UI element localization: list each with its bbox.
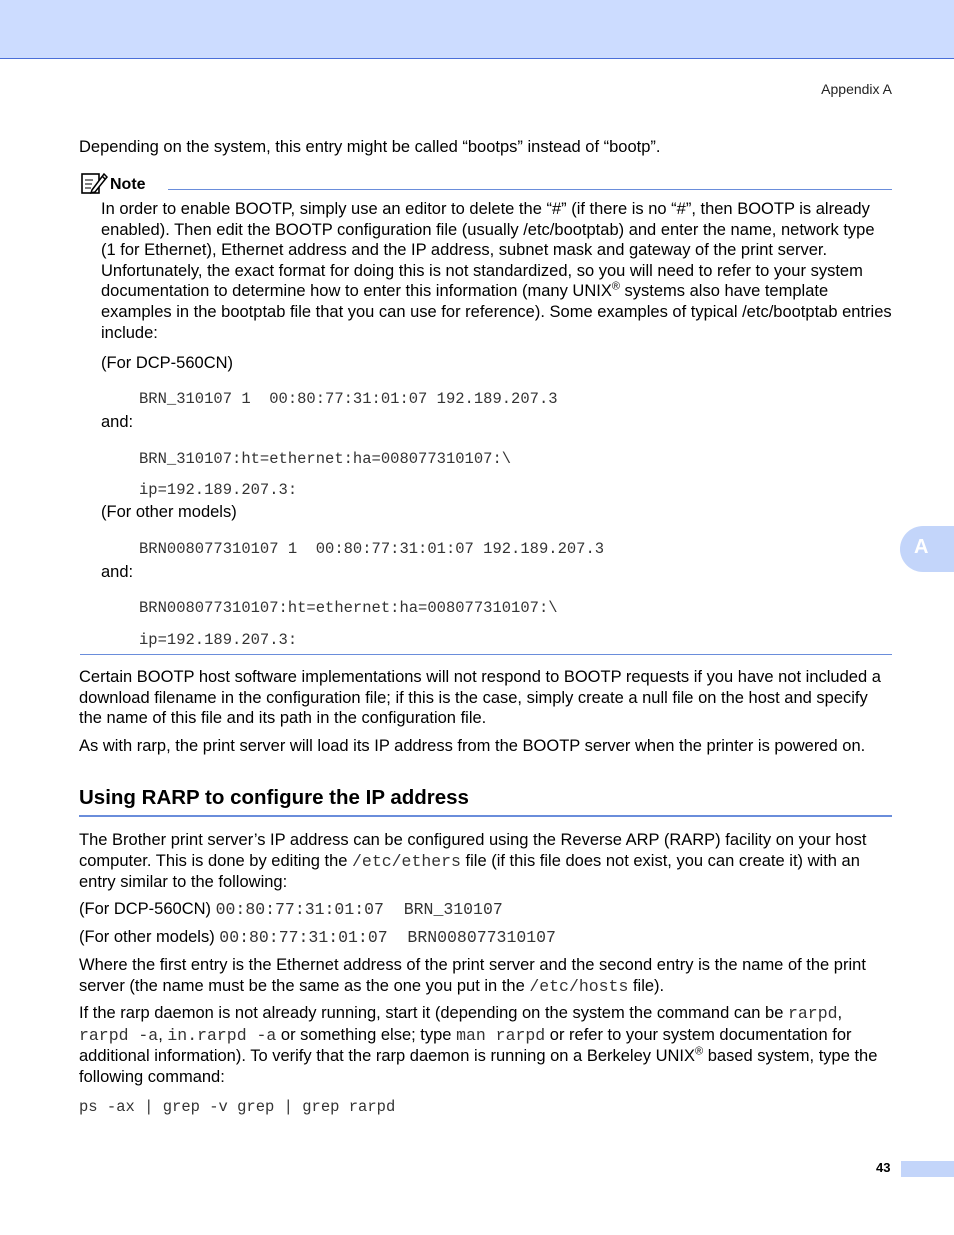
- rarp-dcp-code: 00:80:77:31:01:07 BRN_310107: [215, 900, 503, 919]
- ps-command-code: ps -ax | grep -v grep | grep rarpd: [79, 1098, 396, 1116]
- rarp-intro-paragraph: [79, 830, 894, 893]
- rarp-other-label: (For other models): [79, 928, 220, 946]
- registered-mark: ®: [611, 280, 620, 293]
- intro-paragraph: Depending on the system, this entry might be called “bootps” instead of “bootp”.: [79, 138, 661, 156]
- where-text-b: file).: [628, 976, 665, 995]
- header-band: [0, 0, 954, 59]
- dcp-code-line-2: BRN_310107:ht=ethernet:ha=008077310107:\: [139, 450, 512, 468]
- daemon-sep-1: ,: [837, 1004, 843, 1022]
- other-code-line-1: BRN008077310107 1 00:80:77:31:01:07 192.189.207.3: [139, 540, 605, 558]
- man-rarpd-code: man rarpd: [456, 1025, 546, 1045]
- note-header: [80, 171, 892, 195]
- pencil-note-icon: [80, 171, 108, 195]
- daemon-paragraph: [79, 1003, 894, 1087]
- appendix-side-tab: [900, 526, 954, 572]
- daemon-text-b: or something else; type: [276, 1025, 457, 1044]
- note-paragraph: [101, 199, 893, 343]
- etc-ethers-code: /etc/ethers: [352, 851, 461, 871]
- rarp-intro-text-a: The Brother print server’s IP address can be configured using the Reverse ARP (RARP) facility on your host computer. This is done by editing the: [79, 831, 867, 870]
- note-text-part2: systems also have template examples in the bootptab file that you can use for reference). Some examples of typical /etc/bootptab entries include:: [101, 282, 892, 342]
- note-title: Note: [110, 176, 146, 193]
- and-label-2: and:: [101, 563, 134, 581]
- section-title: Using RARP to configure the IP address: [79, 786, 469, 809]
- page-number: 43: [876, 1160, 891, 1175]
- etc-hosts-code: /etc/hosts: [529, 976, 629, 996]
- other-code-line-3: ip=192.189.207.3:: [139, 631, 298, 649]
- dcp-code-line-3: ip=192.189.207.3:: [139, 481, 298, 499]
- where-text-a: Where the first entry is the Ethernet address of the print server and the second entry is the name of the print server (the name must be the same as the one you put in the: [79, 956, 866, 995]
- where-paragraph: [79, 955, 894, 997]
- rarpd-a-code: rarpd -a: [79, 1025, 159, 1045]
- rarp-intro-text-b: file (if this file does not exist, you can create it) with an entry similar to the following:: [79, 851, 860, 892]
- dcp-code-line-1: BRN_310107 1 00:80:77:31:01:07 192.189.207.3: [139, 390, 558, 408]
- in-rarpd-code: in.rarpd -a: [167, 1025, 277, 1045]
- daemon-text-c: or refer to your system documentation for additional information). To verify that the rarp daemon is running on a Berkeley UNIX: [79, 1025, 852, 1066]
- appendix-label: Appendix A: [821, 81, 892, 97]
- side-tab-letter: A: [914, 536, 929, 558]
- rarp-dcp-label: (For DCP-560CN): [79, 900, 216, 918]
- other-code-line-2: BRN008077310107:ht=ethernet:ha=008077310107:\: [139, 599, 558, 617]
- other-models-label: (For other models): [101, 503, 237, 521]
- rarpd-code: rarpd: [787, 1004, 838, 1023]
- dcp-label: (For DCP-560CN): [101, 354, 234, 372]
- rarp-other-code: 00:80:77:31:01:07 BRN008077310107: [219, 928, 556, 947]
- registered-mark-2: ®: [695, 1045, 704, 1058]
- rarp-other-line: [79, 927, 894, 949]
- section-rule: [79, 815, 892, 817]
- and-label-1: and:: [101, 413, 134, 431]
- daemon-text-d: based system, type the following command:: [79, 1047, 878, 1086]
- rarp-dcp-line: [79, 899, 894, 921]
- bootp-paragraph: Certain BOOTP host software implementations will not respond to BOOTP requests if you have not included a download filename in the configuration file; if this is the case, simply create a null file on the host and specify the name of this file and its path in the configuration file.: [79, 668, 881, 728]
- daemon-sep-2: ,: [158, 1025, 168, 1044]
- daemon-text-a: If the rarp daemon is not already running, start it (depending on the system the command can be: [79, 1004, 788, 1022]
- rarp-load-paragraph: As with rarp, the print server will load its IP address from the BOOTP server when the printer is powered on.: [79, 737, 866, 755]
- note-text-part1: In order to enable BOOTP, simply use an editor to delete the “#” (if there is no “#”, then BOOTP is already enabled). Then edit the BOOTP configuration file (usually /etc/bootptab) and enter the name, network type (1 for Ethernet), Ethernet address and the IP address, subnet mask and gateway of the print server. Unfortunately, the exact format for doing this is not standardized, so you will need to refer to your system documentation to determine how to enter this information (many UNIX: [101, 200, 875, 301]
- note-top-rule: [168, 189, 892, 190]
- page-number-bar: [901, 1161, 954, 1177]
- note-bottom-rule: [80, 654, 892, 655]
